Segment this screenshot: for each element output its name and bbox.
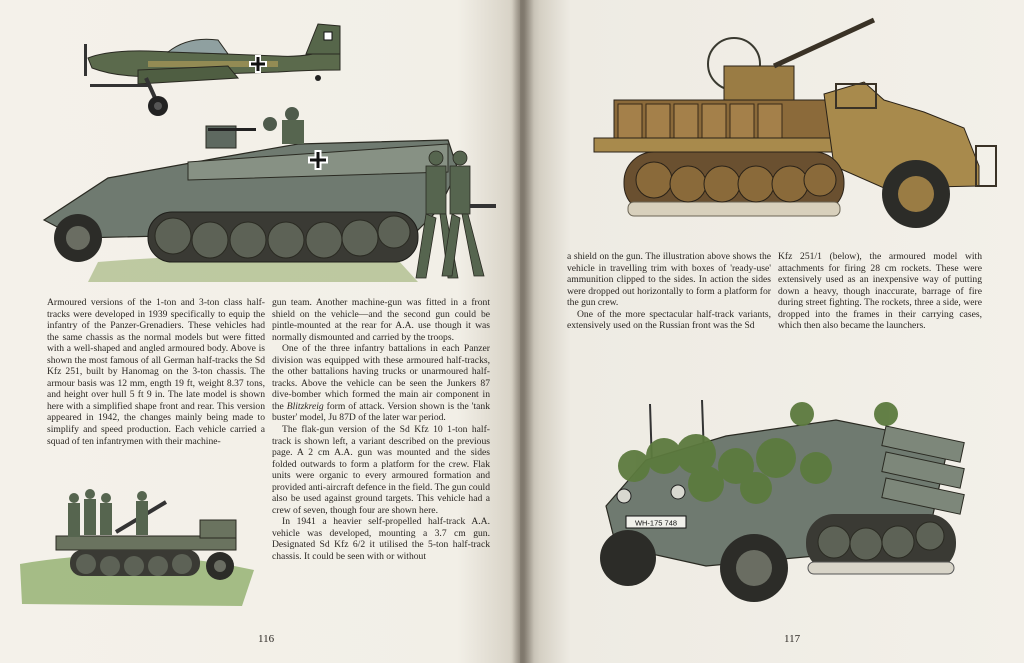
sd-kfz-6-2-aa-halftrack-illustration (584, 16, 1004, 242)
left-col2-paragraph-1: gun team. Another machine-gun was fitted in a front shield on the vehicle—and the second gun could be pintle-mounted at the rear for A.A. use though it was normally dismounted and carried by the troops. (272, 297, 490, 343)
book-gutter (512, 0, 534, 663)
left-col2-paragraph-4: In 1941 a heavier self-propelled half-track A.A. vehicle was developed, mounting a 3.7 cm gun. Designated Sd Kfz 6/2 it utilised the 5-ton half-track chassis. It could be seen with or without (272, 516, 490, 563)
left-col2-paragraph-3: The flak-gun version of the Sd Kfz 10 1-ton half-track is shown left, a variant described on the previous page. A 2 cm A.A. gun was mounted and the sides folded outwards to form a platform for the crew. Flak units were organic to every armoured formation and provided anti-aircraft defence in the field. The gun could also be used against ground targets. This vehicle had a crew of seven, though four are shown here. (272, 424, 490, 516)
left-page-column-1 (47, 297, 265, 447)
right-col2-paragraph-1: Kfz 251/1 (below), the armoured model with attachments for firing 28 cm rockets. These were extensively used as an inexpensive way of putting down a heavy, though inaccurate, barrage of fire during street fighting. The rockets, three a side, were dropped into the frames in their carrying cases, which then also became the launchers. (778, 251, 982, 332)
sd-kfz-251-1-rocket-halftrack-illustration (586, 396, 986, 622)
sd-kfz-10-flak-illustration (16, 484, 256, 609)
license-plate-text: WH-175 748 (634, 518, 678, 528)
left-col2-paragraph-2-end: form of attack. Version shown is the 'tank buster' model, Ju 87D of the later war period. (272, 400, 490, 424)
right-col1-paragraph-1: a shield on the gun. The illustration above shows the vehicle in travelling trim with boxes of 'ready-use' ammunition clipped to the sides. In action the sides were dropped out horizontally to form a platform for the gun crew. (567, 251, 771, 309)
page-number-right: 117 (784, 633, 801, 645)
right-col1-paragraph-2: One of the more spectacular half-track variants, extensively used on the Russian front was the Sd (567, 308, 771, 332)
page-number-left: 116 (258, 633, 275, 645)
left-page-column-2 (272, 297, 490, 563)
left-col2-paragraph-2 (272, 343, 490, 424)
sd-kfz-251-halftrack-illustration (38, 100, 508, 290)
left-col2-paragraph-2-text: One of the three infantry battalions in each Panzer division was equipped with these armoured half-tracks, the other battalions having trucks or unarmoured half-tracks. Above the vehicle can be seen the Junkers 87 dive-bomber which formed the main air component in the (272, 343, 490, 412)
left-col1-paragraph-1: Armoured versions of the 1-ton and 3-ton class half-tracks were developed in 1939 specifically to equip the infantry of the Panzer-Grenadiers. These vehicles had the same chassis as the normal models but were fitted with a well-shaped and angled armoured body. Above is shown the most famous of all German half-tracks the Sd Kfz 251, built by Hanomag on the 3-ton chassis. The armour basis was 12 mm, ength 19 ft, weight 8.37 tons, and height over hull 5 ft 9 in. The late model is shown here with a simplified shape front and rear. This version appeared in 1942, the changes mainly being made to simplify and speed production. Each vehicle carried a squad of ten infantrymen with their machine- (47, 297, 265, 447)
right-page (520, 0, 1024, 663)
right-page-column-2 (778, 251, 982, 332)
right-page-column-1 (567, 251, 771, 332)
blitzkreig-italic: Blitzkreig (286, 400, 324, 412)
